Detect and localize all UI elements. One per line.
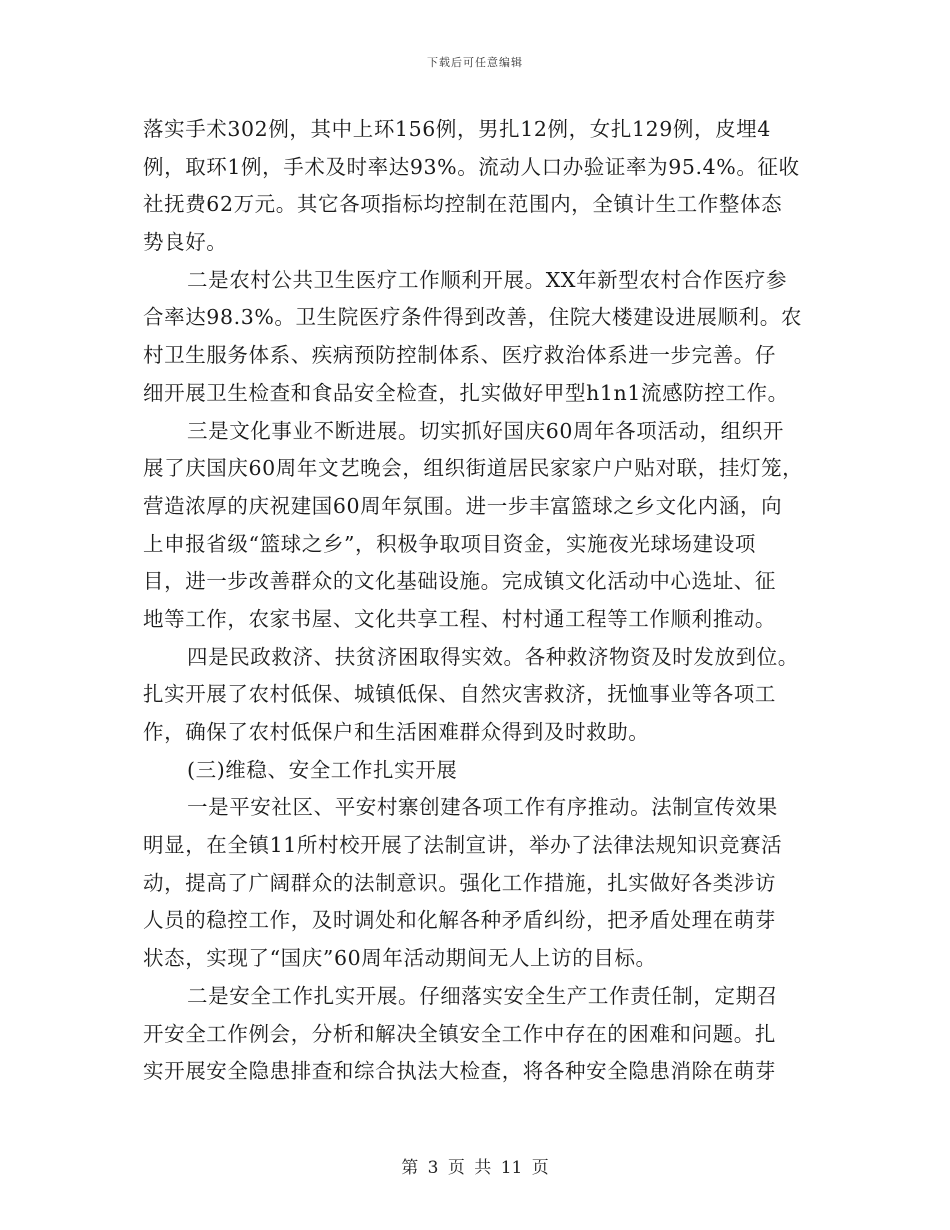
text-line: 合率达98.3%。卫生院医疗条件得到改善，住院大楼建设进展顺利。农 [143, 305, 802, 330]
text-line: 例，取环1例，手术及时率达93%。流动人口办验证率为95.4%。征收 [143, 154, 800, 179]
text-line: 二是农村公共卫生医疗工作顺利开展。XX年新型农村合作医疗参 [187, 267, 788, 292]
text-line: 地等工作，农家书屋、文化共享工程、村村通工程等工作顺利推动。 [143, 606, 776, 631]
text-line: 三是文化事业不断进展。切实抓好国庆60周年各项活动，组织开 [187, 418, 784, 443]
text-line: 明显，在全镇11所村校开展了法制宣讲，举办了法律法规知识竞赛活 [143, 833, 783, 858]
text-line: 目，进一步改善群众的文化基础设施。完成镇文化活动中心选址、征 [143, 569, 776, 594]
text-line: 社抚费62万元。其它各项指标均控制在范围内，全镇计生工作整体态 [143, 192, 783, 217]
text-line: 展了庆国庆60周年文艺晚会，组织街道居民家家户户贴对联，挂灯笼， [143, 456, 804, 481]
text-line: 状态，实现了“国庆”60周年活动期间无人上访的目标。 [143, 946, 657, 971]
text-line: 势良好。 [143, 230, 228, 255]
text-line: 四是民政救济、扶贫济困取得实效。各种救济物资及时发放到位。 [187, 644, 799, 669]
page-footer: 第 3 页 共 11 页 [401, 1158, 549, 1178]
text-line: (三)维稳、安全工作扎实开展 [187, 757, 458, 782]
text-line: 营造浓厚的庆祝建国60周年氛围。进一步丰富篮球之乡文化内涵，向 [143, 493, 783, 518]
page-header: 下载后可任意编辑 [427, 56, 523, 69]
document-body [143, 111, 819, 1091]
text-line: 上申报省级“篮球之乡”，积极争取项目资金，实施夜光球场建设项 [143, 531, 756, 556]
text-line: 实开展安全隐患排查和综合执法大检查，将各种安全隐患消除在萌芽 [143, 1059, 776, 1084]
text-line: 村卫生服务体系、疾病预防控制体系、医疗救治体系进一步完善。仔 [143, 343, 776, 368]
text-line: 开安全工作例会，分析和解决全镇安全工作中存在的困难和问题。扎 [143, 1021, 776, 1046]
text-line: 二是安全工作扎实开展。仔细落实安全生产工作责任制，定期召 [187, 983, 778, 1008]
text-line: 一是平安社区、平安村寨创建各项工作有序推动。法制宣传效果 [187, 795, 778, 820]
text-line: 动，提高了广阔群众的法制意识。强化工作措施，扎实做好各类涉访 [143, 870, 776, 895]
text-line: 作，确保了农村低保户和生活困难群众得到及时救助。 [143, 720, 650, 744]
text-line: 人员的稳控工作，及时调处和化解各种矛盾纠纷，把矛盾处理在萌芽 [143, 908, 776, 933]
text-line: 扎实开展了农村低保、城镇低保、自然灾害救济，抚恤事业等各项工 [143, 682, 776, 707]
text-line: 落实手术302例，其中上环156例，男扎12例，女扎129例，皮埋4 [143, 117, 771, 141]
text-line: 细开展卫生检查和食品安全检查，扎实做好甲型h1n1流感防控工作。 [143, 380, 789, 405]
